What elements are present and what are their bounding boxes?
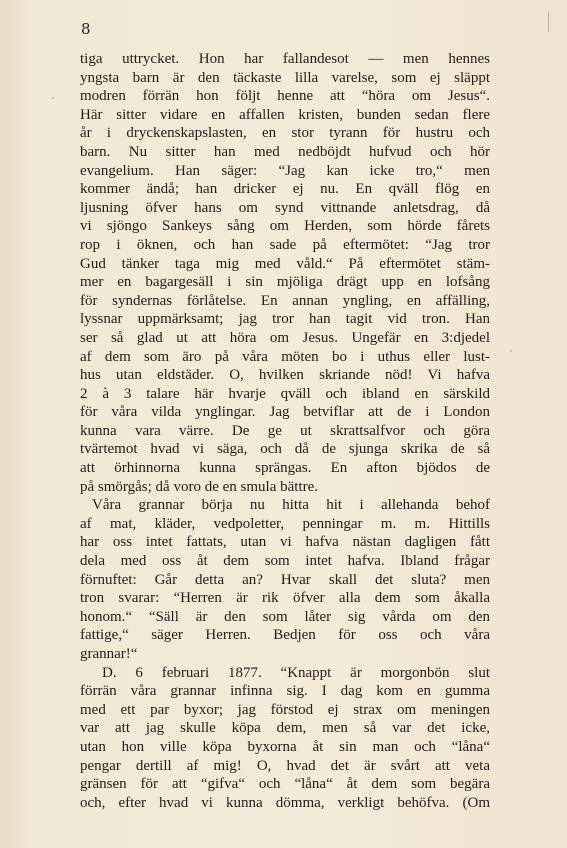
text-line: D. 6 februari 1877. “Knappt är morgonbön slut: [102, 664, 490, 681]
text-line: barn. Nu sitter han med nedböjdt hufvud och hör: [80, 143, 490, 160]
text-line: år i dryckenskapslasten, en stor tyrann för hustru och: [80, 125, 490, 142]
text-line: lyssnar uppmärksamt; jag tror han tagit vid tron. Han: [80, 311, 490, 328]
text-line: förrän våra grannar infinna sig. I dag kom en gumma: [80, 683, 490, 700]
text-line: vi sjöngo Sankeys sång om Herden, som hörde fårets: [80, 218, 490, 235]
text-line: 2 à 3 talare här hvarje qväll och ibland en särskild: [80, 385, 490, 402]
text-line: för våra vilda ynglingar. Jag betviflar att de i London: [80, 404, 490, 421]
text-line: förnuftet: Går detta an? Hvar skall det sluta? men: [80, 571, 490, 588]
text-line: pengar dertill af mig! O, hvad det är svårt att veta: [80, 757, 490, 774]
body-text: [80, 50, 490, 812]
text-line: fattige,“ säger Herren. Bedjen för oss och våra: [80, 627, 490, 644]
text-line: Här sitter vidare en affallen kristen, bunden sedan flere: [80, 106, 490, 123]
text-line: har oss intet fattats, utan vi hafva nästan dagligen fått: [80, 534, 490, 551]
text-line: yngsta barn är den täckaste lilla varelse, som ej släppt: [80, 69, 490, 86]
paper-speck: [52, 97, 54, 99]
text-line: utan hon ville köpa byxorna åt sin man och “låna“: [80, 738, 490, 755]
text-line: kunna vara värre. De ge ut skrattsalfvor och göra: [80, 422, 490, 439]
text-line: af dem som äro på våra möten bo i uthus eller lust-: [80, 348, 490, 365]
text-line: hus utan eldstäder. O, hvilken skriande nöd! Vi hafva: [80, 367, 490, 384]
text-line: för syndernas förlåtelse. En annan yngling, en affälling,: [80, 292, 490, 309]
text-line: mer en bagargesäll i sin mjöliga drägt upp en lofsång: [80, 274, 490, 291]
text-line: modren förrän hon följt henne att “höra om Jesus“.: [80, 88, 490, 105]
text-line: Våra grannar börja nu hitta hit i allehanda behof: [92, 497, 490, 514]
text-line: kommer ändå; han dricker ej nu. En qväll flög en: [80, 181, 490, 198]
text-line: tron svarar: “Herren är rik öfver alla dem som åkalla: [80, 590, 490, 607]
text-line: tvärtemot hvad vi säga, och då de sjunga skrika de så: [80, 441, 490, 458]
text-line: ser så glad ut att höra om Jesus. Ungefär en 3:djedel: [80, 329, 490, 346]
text-line: var att jag skulle köpa dem, men så var det icke,: [80, 720, 490, 737]
text-line: honom.“ “Säll är den som låter sig vårda om den: [80, 608, 490, 625]
text-line: rop i öknen, och han sade på eftermötet: “Jag tror: [80, 236, 490, 253]
text-line: att örhinnorna kunna sprängas. En afton bjödos de: [80, 460, 490, 477]
text-line: dela med oss åt dem som intet hafva. Ibland frågar: [80, 553, 490, 570]
text-line: och, efter hvad vi kunna dömma, verkligt behöfva. (Om: [80, 794, 490, 811]
text-line: på smörgås; då voro de en smula bättre.: [80, 478, 318, 495]
text-line: tiga uttrycket. Hon har fallandesot — men hennes: [80, 51, 490, 67]
text-line: grannar!“: [80, 646, 138, 662]
text-line: Gud tänker taga mig med våld.“ På eftermötet stäm-: [80, 255, 490, 272]
text-line: af mat, kläder, vedpoletter, penningar m. m. Hittills: [80, 515, 490, 532]
page-number: 8: [81, 20, 91, 38]
text-line: gränsen för att “gifva“ och “låna“ åt dem som begära: [80, 776, 490, 793]
paper-mark: [548, 12, 549, 32]
paper-speck: [510, 350, 512, 352]
text-line: evangelium. Han säger: “Jag kan icke tro,“ men: [80, 162, 490, 179]
text-line: ljusning öfver hans om synd vittnande anletsdrag, då: [80, 199, 490, 216]
text-line: med ett par byxor; jag förstod ej strax om meningen: [80, 701, 490, 718]
